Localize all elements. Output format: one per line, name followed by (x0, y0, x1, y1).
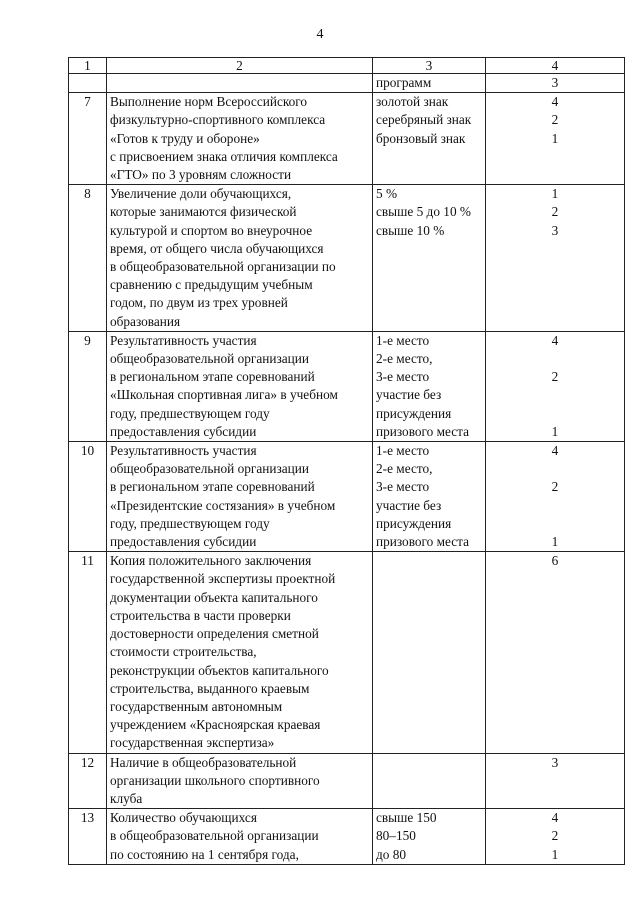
criterion-line: годом, по двум из трех уровней (110, 295, 288, 311)
criterion-line: с присвоением знака отличия комплекса (110, 148, 338, 164)
table-row (69, 809, 625, 865)
grade-line: 1-е место (376, 443, 430, 459)
points-value: 2 (551, 479, 559, 495)
points-value: 1 (551, 534, 559, 549)
points-cell (486, 552, 625, 753)
points-value: 3 (551, 754, 559, 770)
criterion-line: учреждением «Красноярская краевая (110, 717, 321, 733)
criterion-line: предоставления субсидии (110, 534, 257, 550)
criterion-cell (107, 753, 373, 809)
row-number: 10 (69, 442, 107, 552)
grade-cell (373, 442, 486, 552)
points-value (489, 497, 621, 515)
grade-line: присуждения (376, 515, 452, 531)
criterion-line: Результативность участия (110, 443, 257, 459)
criterion-line: документации объекта капитального (110, 589, 318, 605)
criterion-line: «Президентские состязания» в учебном (110, 497, 336, 513)
points-cell (486, 442, 625, 552)
criterion-line: государственным автономным (110, 698, 283, 714)
header-cell-3: 3 (373, 58, 486, 74)
table-row (69, 331, 625, 441)
points-value: 1 (551, 186, 559, 202)
points-value (489, 515, 621, 533)
criterion-cell (107, 552, 373, 753)
table-row (69, 552, 625, 753)
row-number: 7 (69, 93, 107, 185)
points-cell (486, 809, 625, 865)
criterion-line: образования (110, 313, 181, 329)
criterion-line: физкультурно-спортивного комплекса (110, 112, 326, 128)
grade-line: программ (376, 75, 432, 90)
criterion-line: предоставления субсидии (110, 423, 257, 439)
grade-line: участие без (376, 497, 442, 513)
points-value: 1 (551, 423, 559, 439)
criterion-line: «ГТО» по 3 уровням сложности (110, 167, 292, 183)
grade-line: присуждения (376, 405, 452, 421)
points-value: 4 (551, 332, 559, 348)
criterion-line: в региональном этапе соревнований (110, 369, 315, 385)
grade-cell (373, 331, 486, 441)
criterion-line: которые занимаются физической (110, 204, 297, 220)
grade-line: серебряный знак (376, 112, 472, 128)
grade-line: золотой знак (376, 94, 449, 110)
criterion-line: государственной экспертизы проектной (110, 571, 336, 587)
criterion-line: в общеобразовательной организации по (110, 259, 336, 275)
header-cell-2: 2 (107, 58, 373, 74)
criterion-line: строительства, выданного краевым (110, 680, 310, 696)
grade-line: 2-е место, (376, 461, 433, 477)
table-row (69, 185, 625, 332)
criterion-line: в общеобразовательной организации (110, 828, 319, 844)
grade-line: 2-е место, (376, 351, 433, 367)
criterion-cell (107, 185, 373, 332)
grade-line: призового места (376, 423, 470, 439)
table-header-row (69, 58, 625, 74)
row-number: 11 (69, 552, 107, 753)
criterion-line: общеобразовательной организации (110, 461, 310, 477)
criterion-line: государственная экспертиза» (110, 735, 275, 751)
criterion-line: клуба (110, 790, 143, 806)
criterion-line: организации школьного спортивного (110, 772, 320, 788)
header-cell-4: 4 (486, 58, 625, 74)
row-number: 9 (69, 331, 107, 441)
points-value: 2 (551, 112, 559, 128)
points-value: 6 (551, 553, 559, 569)
page-number: 4 (316, 27, 324, 42)
criterion-line: году, предшествующем году (110, 515, 270, 531)
criterion-line: Количество обучающихся (110, 810, 257, 826)
criteria-table (68, 57, 625, 865)
criterion-line: Копия положительного заключения (110, 553, 312, 569)
points-cell (486, 93, 625, 185)
grade-cell (373, 74, 486, 93)
grade-cell (373, 185, 486, 332)
criterion-line: по состоянию на 1 сентября года, (110, 846, 299, 862)
criterion-line: общеобразовательной организации (110, 351, 310, 367)
row-number: 13 (69, 809, 107, 865)
criterion-cell (107, 331, 373, 441)
table-row (69, 74, 625, 93)
table-row (69, 442, 625, 552)
grade-cell (373, 809, 486, 865)
points-value: 2 (551, 204, 559, 220)
points-value (489, 460, 621, 478)
row-number: 8 (69, 185, 107, 332)
criterion-line: Наличие в общеобразовательной (110, 754, 297, 770)
points-value: 1 (551, 846, 559, 862)
criterion-line: сравнению с предыдущим учебным (110, 277, 313, 293)
criterion-line: стоимости строительства, (110, 644, 257, 660)
criterion-cell (107, 93, 373, 185)
grade-line: 5 % (376, 186, 398, 202)
grade-line: свыше 5 до 10 % (376, 204, 471, 220)
points-cell (486, 331, 625, 441)
points-value (489, 405, 621, 423)
points-cell (486, 185, 625, 332)
points-cell (486, 74, 625, 93)
points-value: 4 (551, 94, 559, 110)
criterion-line: время, от общего числа обучающихся (110, 240, 324, 256)
grade-cell (373, 552, 486, 753)
grade-cell (373, 753, 486, 809)
criterion-line: Выполнение норм Всероссийского (110, 94, 308, 110)
grade-line: 3-е место (376, 369, 430, 385)
table-row (69, 753, 625, 809)
points-value (489, 350, 621, 368)
points-cell (486, 753, 625, 809)
grade-line: бронзовый знак (376, 130, 466, 146)
points-value: 2 (551, 369, 559, 385)
header-cell-1: 1 (69, 58, 107, 74)
grade-line: 80–150 (376, 828, 416, 844)
points-value: 4 (551, 443, 559, 459)
grade-line: 3-е место (376, 479, 430, 495)
criterion-line: Увеличение доли обучающихся, (110, 186, 292, 202)
criterion-cell (107, 809, 373, 865)
criterion-line: строительства в части проверки (110, 607, 291, 623)
criterion-line: в региональном этапе соревнований (110, 479, 315, 495)
points-value: 1 (551, 130, 559, 146)
points-value: 3 (551, 75, 559, 90)
grade-line: призового места (376, 534, 470, 550)
points-value: 3 (551, 222, 559, 238)
points-value (489, 386, 621, 404)
criterion-line: «Готов к труду и обороне» (110, 130, 260, 146)
criterion-line: культурой и спортом во внеурочное (110, 222, 313, 238)
criterion-line: году, предшествующем году (110, 405, 270, 421)
grade-line: 1-е место (376, 332, 430, 348)
criterion-line: Результативность участия (110, 332, 257, 348)
grade-line: свыше 10 % (376, 222, 445, 238)
grade-line: участие без (376, 387, 442, 403)
grade-line: до 80 (376, 846, 407, 862)
table-row (69, 93, 625, 185)
row-number: 12 (69, 753, 107, 809)
points-value: 2 (551, 828, 559, 844)
criterion-cell (107, 74, 373, 93)
row-number (69, 74, 107, 93)
criterion-line: «Школьная спортивная лига» в учебном (110, 387, 338, 403)
grade-cell (373, 93, 486, 185)
criterion-cell (107, 442, 373, 552)
grade-line: свыше 150 (376, 810, 437, 826)
criterion-line: достоверности определения сметной (110, 626, 319, 642)
points-value: 4 (551, 810, 559, 826)
criterion-line: реконструкции объектов капитального (110, 662, 329, 678)
